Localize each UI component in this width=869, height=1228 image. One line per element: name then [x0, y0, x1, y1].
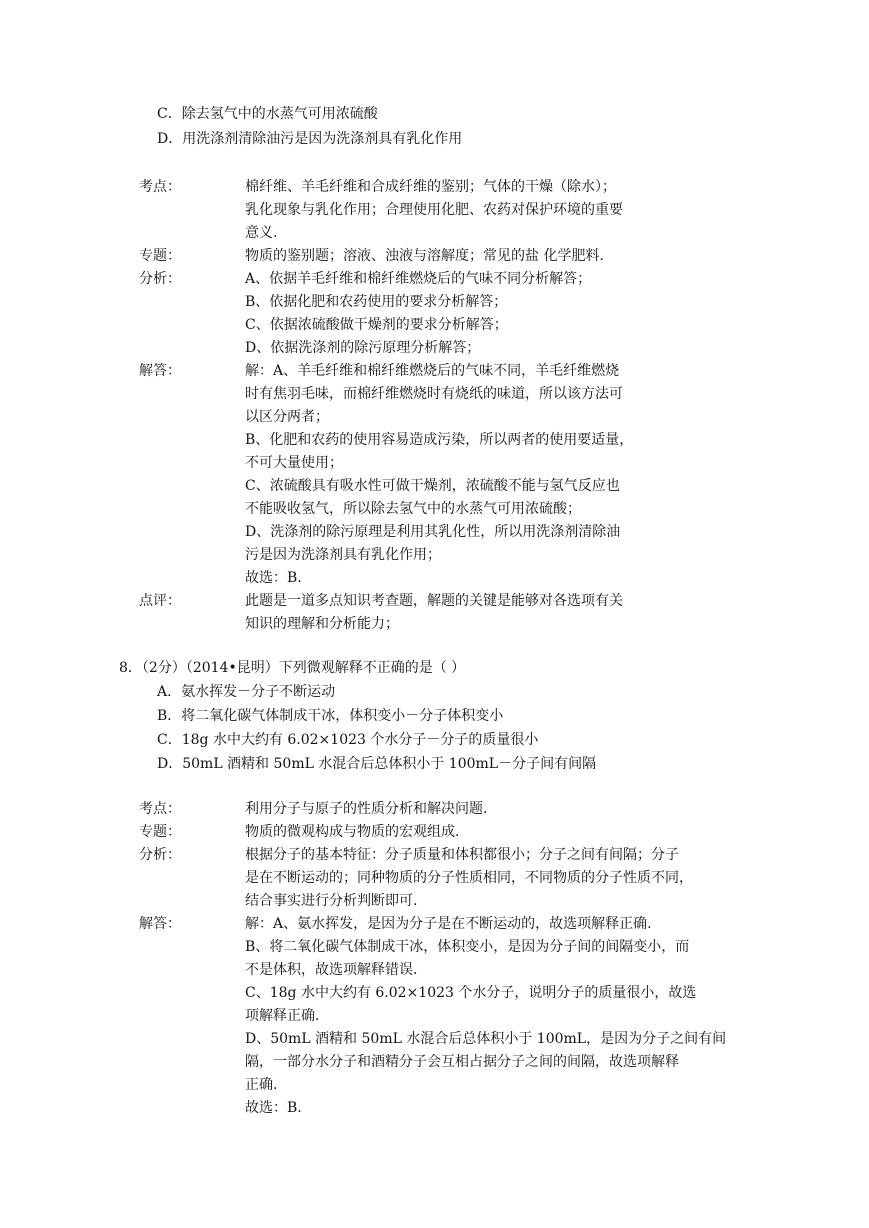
q7-kaodian-label: 考点：	[139, 179, 181, 195]
q7-fenxi-line: B、依据化肥和农药使用的要求分析解答；	[245, 294, 508, 310]
q7-option-d: D．用洗涤剂清除油污是因为洗涤剂具有乳化作用	[157, 131, 463, 147]
q8-option-c: C．18g 水中大约有 6.02×1023 个水分子－分子的质量很小	[157, 732, 539, 748]
q8-fenxi-line: 结合事实进行分析判断即可.	[245, 893, 418, 909]
q7-dianping-label: 点评：	[139, 593, 181, 609]
q8-zhuanti-label: 专题：	[139, 824, 181, 840]
q8-fenxi-label: 分析：	[139, 847, 181, 863]
q8-kaodian-line: 利用分子与原子的性质分析和解决问题.	[245, 801, 488, 817]
q8-option-d: D．50mL 酒精和 50mL 水混合后总体积小于 100mL－分子间有间隔	[157, 756, 597, 772]
q8-jieda-line: 正确.	[245, 1077, 278, 1093]
q7-fenxi-label: 分析：	[139, 271, 181, 287]
q7-zhuanti-label: 专题：	[139, 248, 181, 264]
q7-jieda-line: C、浓硫酸具有吸水性可做干燥剂，浓硫酸不能与氢气反应也	[245, 478, 620, 494]
q8-option-a: A．氨水挥发－分子不断运动	[157, 684, 336, 700]
q7-jieda-line: D、洗涤剂的除污原理是利用其乳化性，所以用洗涤剂清除油	[245, 524, 621, 540]
q8-jieda-line: 不是体积，故选项解释错误.	[245, 962, 418, 978]
q7-dianping-line: 知识的理解和分析能力；	[245, 616, 399, 632]
q7-jieda-line: 时有焦羽毛味，而棉纤维燃烧时有烧纸的味道，所以该方法可	[245, 386, 623, 402]
q7-jieda-line: 故选：B.	[245, 570, 302, 586]
q7-fenxi-line: C、依据浓硫酸做干燥剂的要求分析解答；	[245, 317, 508, 333]
q8-fenxi-line: 根据分子的基本特征：分子质量和体积都很小；分子之间有间隔；分子	[245, 847, 679, 863]
q7-dianping-line: 此题是一道多点知识考查题，解题的关键是能够对各选项有关	[245, 593, 623, 609]
q7-jieda-label: 解答：	[139, 363, 181, 379]
q8-zhuanti-line: 物质的微观构成与物质的宏观组成.	[245, 824, 460, 840]
q8-jieda-line: 隔，一部分水分子和酒精分子会互相占据分子之间的间隔，故选项解释	[245, 1054, 679, 1070]
q7-zhuanti-line: 物质的鉴别题；溶液、浊液与溶解度；常见的盐 化学肥料.	[245, 248, 604, 264]
q8-jieda-line: 故选：B.	[245, 1100, 302, 1116]
q8-jieda-line: B、将二氧化碳气体制成干冰，体积变小，是因为分子间的间隔变小，而	[245, 939, 690, 955]
q7-jieda-line: 不可大量使用；	[245, 455, 343, 471]
q7-jieda-line: B、化肥和农药的使用容易造成污染，所以两者的使用要适量，	[245, 432, 634, 448]
q7-jieda-line: 解：A、羊毛纤维和棉纤维燃烧后的气味不同，羊毛纤维燃烧	[245, 363, 620, 379]
q8-option-b: B．将二氧化碳气体制成干冰，体积变小－分子体积变小	[157, 708, 504, 724]
q8-jieda-line: C、18g 水中大约有 6.02×1023 个水分子，说明分子的质量很小，故选	[245, 985, 697, 1001]
q8-jieda-line: D、50mL 酒精和 50mL 水混合后总体积小于 100mL，是因为分子之间有间	[245, 1031, 727, 1047]
q8-fenxi-line: 是在不断运动的；同种物质的分子性质相同，不同物质的分子性质不同，	[245, 870, 693, 886]
q7-option-c: C．除去氢气中的水蒸气可用浓硫酸	[157, 106, 378, 122]
q7-fenxi-line: D、依据洗涤剂的除污原理分析解答；	[245, 340, 481, 356]
q8-jieda-line: 解：A、氨水挥发，是因为分子是在不断运动的，故选项解释正确.	[245, 916, 652, 932]
q7-jieda-line: 不能吸收氢气，所以除去氢气中的水蒸气可用浓硫酸；	[245, 501, 581, 517]
q7-fenxi-line: A、依据羊毛纤维和棉纤维燃烧后的气味不同分析解答；	[245, 271, 592, 287]
q8-stem: 8．（2分）（2014•昆明）下列微观解释不正确的是（ ）	[119, 660, 466, 676]
q7-kaodian-line: 意义.	[245, 225, 278, 241]
q7-jieda-line: 污是因为洗涤剂具有乳化作用；	[245, 547, 441, 563]
q7-kaodian-line: 乳化现象与乳化作用；合理使用化肥、农药对保护环境的重要	[245, 202, 623, 218]
q8-jieda-line: 项解释正确.	[245, 1008, 320, 1024]
q8-kaodian-label: 考点：	[139, 801, 181, 817]
q8-jieda-label: 解答：	[139, 916, 181, 932]
q7-jieda-line: 以区分两者；	[245, 409, 329, 425]
q7-kaodian-line: 棉纤维、羊毛纤维和合成纤维的鉴别；气体的干燥（除水）；	[245, 179, 616, 195]
